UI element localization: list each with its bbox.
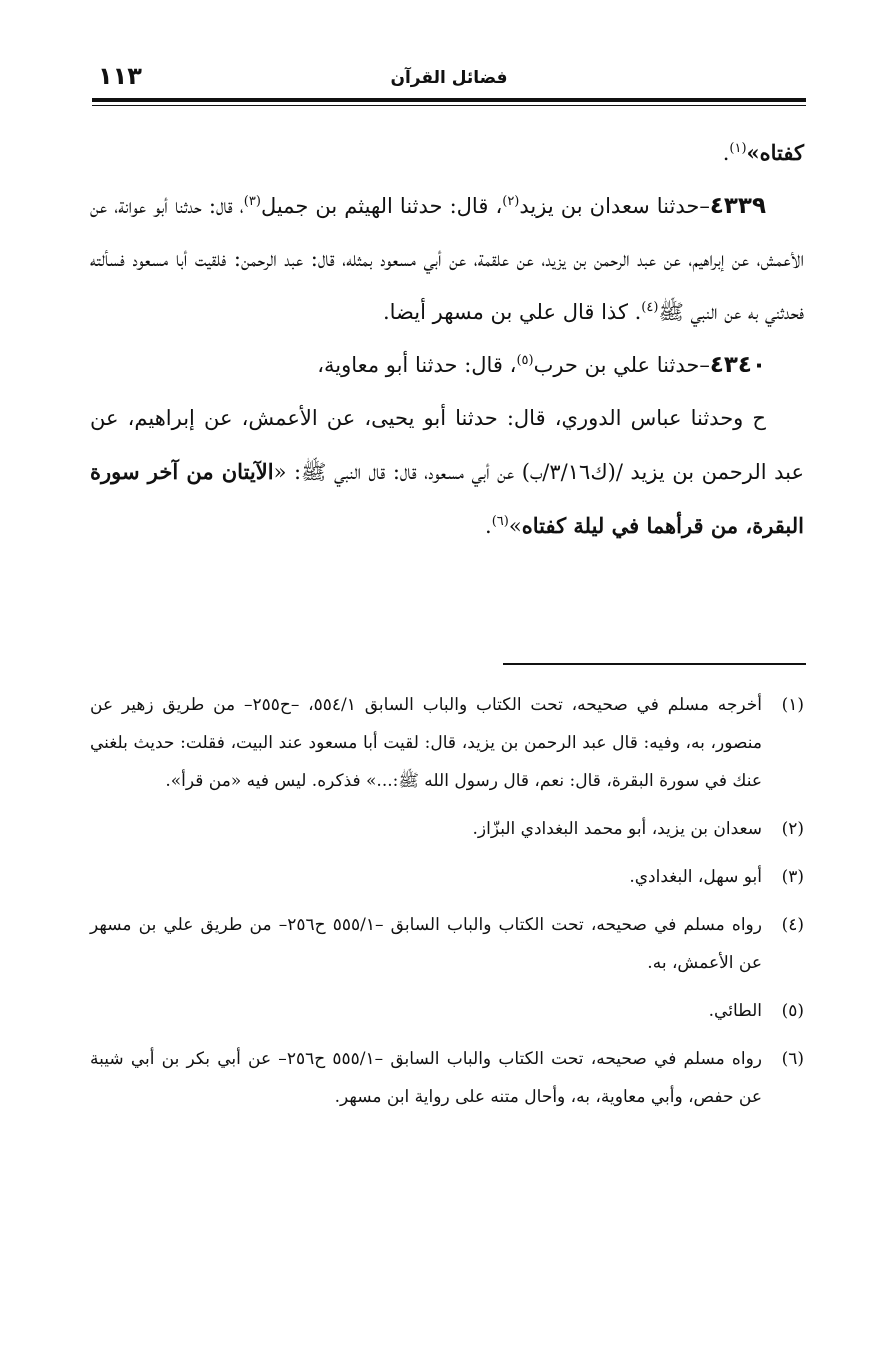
hadith-text: –حدثنا علي بن حرب [533,353,710,377]
footnote-number: (٤) [781,915,804,935]
continuation-end: . [722,141,730,165]
hadith-text: ، قال: حدثنا أبو معاوية، [317,353,517,377]
footnote-text: أخرجه مسلم في صحيحه، تحت الكتاب والباب السابق ٥٥٤/١، –ح٢٥٥– من طريق زهير عن منصور، به، وفيه: قال عبد الرحمن بن يزيد، قال: لقيت أبا مسعود عند البيت، فقلت: حديث بلغني عنك في سورة البقرة، قال: نعم، قال رسول الله ﷺ:...» فذكره. ليس فيه «من قرأ». [90,695,762,791]
footnote-1 [90,686,804,800]
footnote-5 [90,992,804,1030]
footnote-number: (٦) [781,1049,804,1069]
footnote-number: (٥) [781,1001,804,1021]
footnote-text: رواه مسلم في صحيحه، تحت الكتاب والباب السابق –٥٥٥/١ ح٢٥٦– من طريق علي بن مسهر عن الأعمش، به. [90,915,762,973]
hadith-matn: الآيتان من آخر سورة البقرة، من قرأهما في ليلة كفتاه [90,459,804,538]
hadith-text: . [485,514,492,538]
footnote-ref: (٥) [516,353,534,368]
main-text [90,126,804,553]
header-rule-thick [92,98,806,102]
header-title: فضائل القرآن [390,68,508,88]
footnote-4 [90,906,804,982]
footnote-ref: (١) [729,141,747,156]
page-number: ١١٣ [98,62,142,90]
hadith-text: . كذا قال علي بن مسهر أيضا. [382,300,642,324]
continuation-text: كفتاه» [746,140,804,165]
header-rule-thin [92,105,806,106]
footnote-text: أبو سهل، البغدادي. [629,867,762,887]
footnote-6 [90,1040,804,1116]
hadith-text: ح وحدثنا عباس الدوري، قال: حدثنا أبو يحيى، عن الأعمش، عن إبراهيم، عن عبد الرحمن بن يزيد /(ك٣/١٦/ب) عن أبي مسعود، قال: قال النبي ﷺ: « [90,406,804,484]
footnote-number: (٣) [781,867,804,887]
footnote-text: سعدان بن يزيد، أبو محمد البغدادي البزّاز. [472,819,762,839]
hadith-text: ، قال: حدثنا الهيثم بن جميل [260,194,503,218]
footnote-ref: (٤) [641,300,659,315]
hadith-4340-continued [90,392,804,553]
footnote-ref: (٣) [243,194,261,209]
running-header [92,62,806,96]
hadith-4339 [90,180,804,339]
footnote-2 [90,810,804,848]
footnote-ref: (٢) [502,194,520,209]
hadith-number: ٤٣٣٩ [709,193,766,219]
paragraph-continuation [90,126,804,180]
hadith-4340 [90,339,804,392]
footnote-number: (٢) [781,819,804,839]
footnote-number: (١) [781,695,804,715]
footnotes [90,686,804,1126]
footnote-3 [90,858,804,896]
hadith-text: » [508,514,522,538]
footnote-ref: (٦) [491,514,509,529]
footnote-text: رواه مسلم في صحيحه، تحت الكتاب والباب السابق –٥٥٥/١ ح٢٥٦– عن أبي بكر بن أبي شيبة عن حفص، وأبي معاوية، به، وأحال متنه على رواية ابن مسهر. [90,1049,762,1107]
footnote-separator [503,663,806,665]
hadith-text: –حدثنا سعدان بن يزيد [519,194,710,218]
footnote-text: الطائي. [708,1001,762,1021]
hadith-number: ٤٣٤٠ [709,352,766,378]
hadith-text: ، قال: حدثنا أبو عوانة، عن الأعمش، عن إبراهيم، عن عبد الرحمن بن يزيد، عن علقمة، عن أبي مسعود بمثله، قال: عبد الرحمن: فلقيت أبا مسعود فسألته فحدثني به عن النبي ﷺ [90,194,804,324]
